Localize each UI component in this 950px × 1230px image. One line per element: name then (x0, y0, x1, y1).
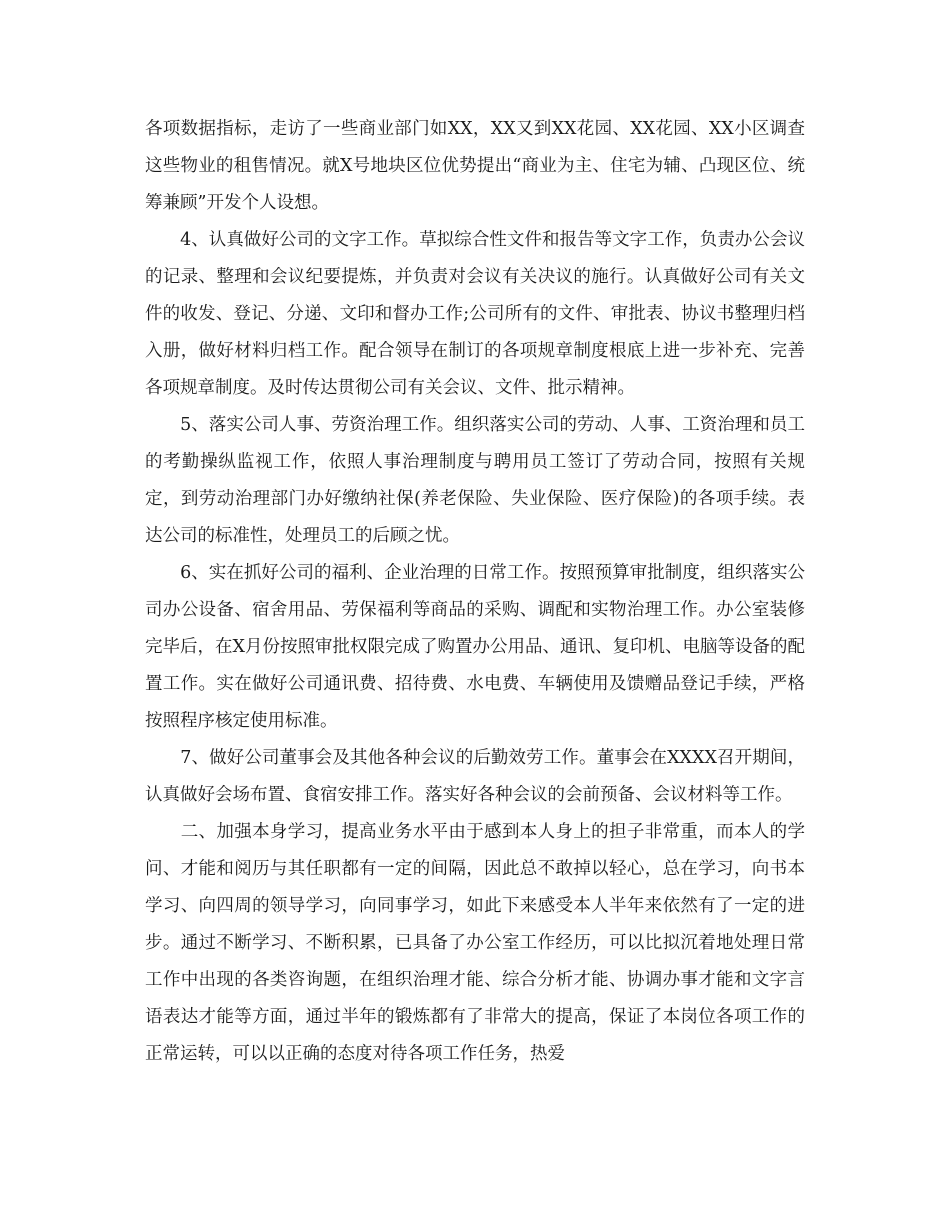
paragraph-intro-continued: 各项数据指标，走访了一些商业部门如XX，XX又到XX花园、XX花园、XX小区调查这些物业的租售情况。就X号地块区位优势提出“商业为主、住宅为辅、凸现区位、统筹兼顾”开发个人设想。 (145, 119, 805, 213)
document-body (145, 111, 805, 1073)
paragraph-item-5-personnel-work: 5、落实公司人事、劳资治理工作。组织落实公司的劳动、人事、工资治理和员工的考勤操纵监视工作，依照人事治理制度与聘用员工签订了劳动合同，按照有关规定，到劳动治理部门办好缴纳社保(养老保险、失业保险、医疗保险)的各项手续。表达公司的标准性，处理员工的后顾之忧。 (145, 415, 805, 546)
paragraph-item-6-welfare-work: 6、实在抓好公司的福利、企业治理的日常工作。按照预算审批制度，组织落实公司办公设备、宿舍用品、劳保福利等商品的采购、调配和实物治理工作。办公室装修完毕后，在X月份按照审批权限完成了购置办公用品、通讯、复印机、电脑等设备的配置工作。实在做好公司通讯费、招待费、水电费、车辆使用及馈赠品登记手续，严格按照程序核定使用标准。 (145, 563, 805, 731)
paragraph-item-7-meeting-logistics: 7、做好公司董事会及其他各种会议的后勤效劳工作。董事会在XXXX召开期间，认真做好会场布置、食宿安排工作。落实好各种会议的会前预备、会议材料等工作。 (145, 748, 805, 805)
paragraph-item-4-writing-work: 4、认真做好公司的文字工作。草拟综合性文件和报告等文字工作，负责办公会议的记录、整理和会议纪要提炼，并负责对会议有关决议的施行。认真做好公司有关文件的收发、登记、分递、文印和督办工作;公司所有的文件、审批表、协议书整理归档入册，做好材料归档工作。配合领导在制订的各项规章制度根底上进一步补充、完善各项规章制度。及时传达贯彻公司有关会议、文件、批示精神。 (145, 230, 805, 398)
paragraph-section-2-self-study: 二、加强本身学习，提高业务水平由于感到本人身上的担子非常重，而本人的学问、才能和阅历与其任职都有一定的间隔，因此总不敢掉以轻心，总在学习，向书本学习、向四周的领导学习，向同事学习，如此下来感受本人半年来依然有了一定的进步。通过不断学习、不断积累，已具备了办公室工作经历，可以比拟沉着地处理日常工作中出现的各类咨询题，在组织治理才能、综合分析才能、协调办事才能和文字言语表达才能等方面，通过半年的锻炼都有了非常大的提高，保证了本岗位各项工作的正常运转，可以以正确的态度对待各项工作任务，热爱 (145, 822, 805, 1064)
